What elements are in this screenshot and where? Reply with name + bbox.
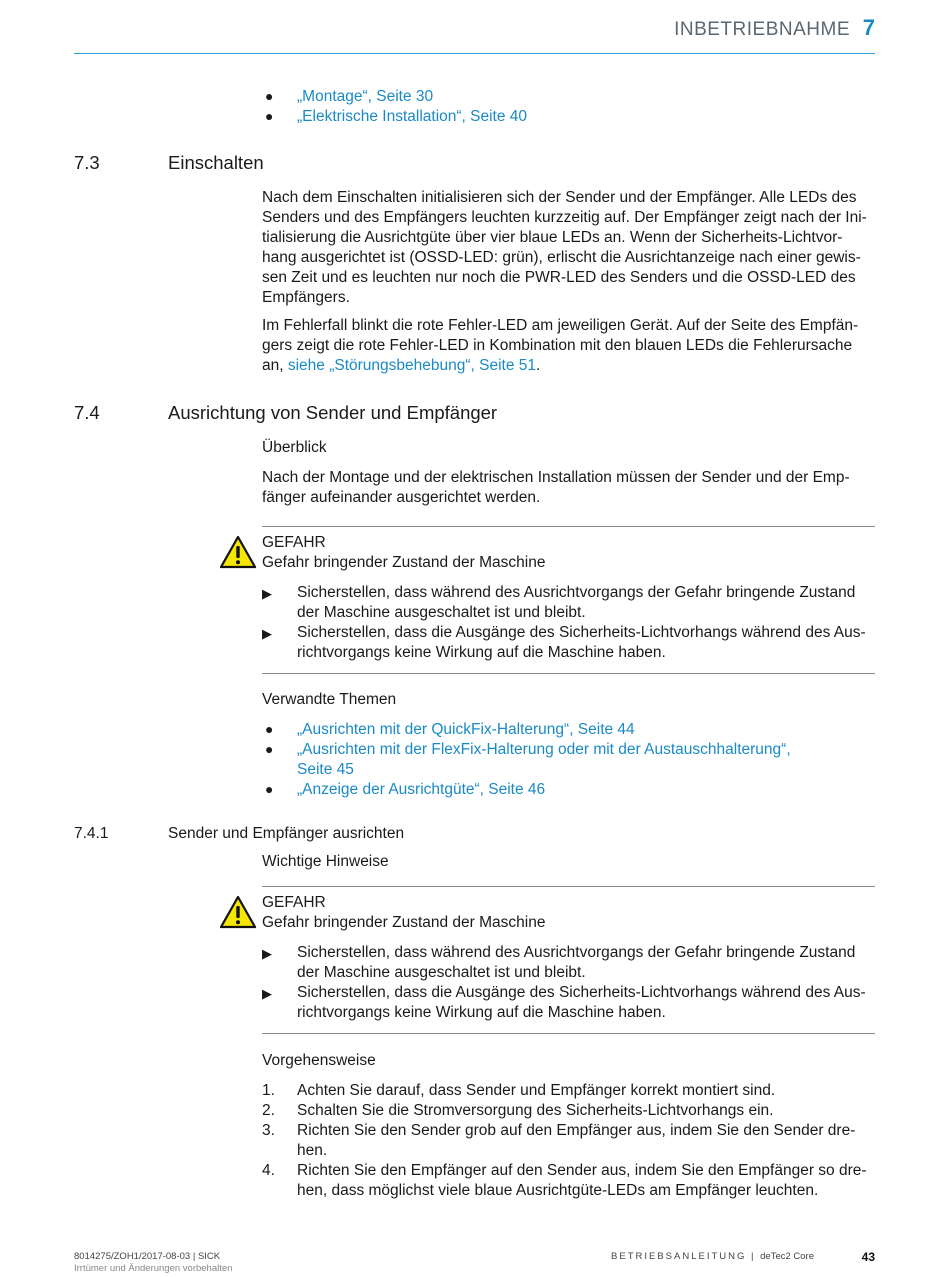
danger-label: GEFAHR: [262, 534, 326, 551]
section-title-ausrichtung: Ausrichtung von Sender und Empfänger: [168, 402, 498, 423]
bullet-dot-icon: ●: [265, 741, 274, 757]
section-title-einschalten: Einschalten: [168, 152, 264, 173]
bullet-dot-icon: ●: [265, 108, 274, 124]
danger-subtitle: Gefahr bringender Zustand der Maschine: [262, 914, 546, 931]
step-text: Schalten Sie die Stromversorgung des Sicherheits-Lichtvorhangs ein.: [297, 1102, 774, 1119]
step-text: Richten Sie den Sender grob auf den Empfänger aus, indem Sie den Sender dre- hen.: [297, 1122, 856, 1159]
danger-subtitle: Gefahr bringender Zustand der Maschine: [262, 554, 546, 571]
bullet-dot-icon: ●: [265, 721, 274, 737]
step-text: Achten Sie darauf, dass Sender und Empfänger korrekt montiert sind.: [297, 1082, 776, 1099]
section-title-sender-empfaenger: Sender und Empfänger ausrichten: [168, 825, 405, 842]
chapter-title: INBETRIEBNAHME: [674, 19, 850, 40]
danger-item: Sicherstellen, dass während des Ausrichtvorgangs der Gefahr bringende Zustand der Maschine ausgeschaltet ist und bleibt.: [297, 584, 856, 621]
section-number-7-4-1: 7.4.1: [74, 825, 109, 842]
link-ausrichtguete[interactable]: „Anzeige der Ausrichtgüte“, Seite 46: [297, 781, 546, 798]
section-number-7-3: 7.3: [74, 152, 100, 173]
danger-rule-top: [262, 886, 875, 887]
danger-item: Sicherstellen, dass die Ausgänge des Sicherheits-Lichtvorhangs während des Aus- richtvorgangs keine Wirkung auf die Maschine haben.: [297, 984, 866, 1021]
section-number-7-4: 7.4: [74, 402, 100, 423]
step-number: 3.: [262, 1122, 275, 1139]
footer-disclaimer: Irrtümer und Änderungen vorbehalten: [74, 1263, 233, 1274]
related-heading: Verwandte Themen: [262, 691, 397, 708]
page-number: 43: [861, 1250, 875, 1264]
link-stoerungsbehebung[interactable]: siehe „Störungsbehebung“, Seite 51: [287, 357, 537, 374]
bullet-dot-icon: ●: [265, 88, 274, 104]
step-number: 2.: [262, 1102, 275, 1119]
overview-text: Nach der Montage und der elektrischen Installation müssen der Sender und der Emp- fänger aufeinander ausgerichtet werden.: [262, 469, 850, 506]
procedure-heading: Vorgehensweise: [262, 1052, 376, 1069]
danger-rule-bottom: [262, 1033, 875, 1034]
paragraph-einschalten-1: Nach dem Einschalten initialisieren sich der Sender und der Empfänger. Alle LEDs des Senders und des Empfängers leuchten kurzzeitig auf. Der Empfänger zeigt nach der Ini- tialisierung die Ausrichtgüte über vier blaue LEDs an. Wenn der Sicherheits-Lichtvor- hang ausgerichtet ist (OSSD-LED: grün), erlischt die Ausrichtanzeige nach einer gewis- sen Zeit und es leuchten nur noch die PWR-LED des Senders und die OSSD-LED des Empfängers.: [262, 189, 867, 306]
danger-rule-bottom: [262, 673, 875, 674]
link-montage[interactable]: „Montage“, Seite 30: [297, 88, 434, 105]
arrow-right-icon: ▶: [262, 986, 272, 1001]
arrow-right-icon: ▶: [262, 946, 272, 961]
danger-item: Sicherstellen, dass die Ausgänge des Sicherheits-Lichtvorhangs während des Aus- richtvorgangs keine Wirkung auf die Maschine haben.: [297, 624, 866, 661]
step-number: 1.: [262, 1082, 275, 1099]
warning-triangle-icon: [219, 535, 257, 569]
chapter-number: 7: [862, 15, 875, 40]
bullet-dot-icon: ●: [265, 781, 274, 797]
danger-rule-top: [262, 526, 875, 527]
link-quickfix[interactable]: „Ausrichten mit der QuickFix-Halterung“, Seite 44: [297, 721, 635, 738]
header-rule: [74, 53, 875, 54]
link-elektrische-installation[interactable]: „Elektrische Installation“, Seite 40: [297, 108, 528, 125]
footer-manual: BETRIEBSANLEITUNG | deTec2 Core: [611, 1251, 814, 1262]
footer-manual-type: BETRIEBSANLEITUNG: [611, 1251, 747, 1262]
footer-doc-ref: 8014275/ZOH1/2017-08-03 | SICK: [74, 1251, 221, 1262]
overview-heading: Überblick: [262, 439, 327, 456]
paragraph-einschalten-2: Im Fehlerfall blinkt die rote Fehler-LED am jeweiligen Gerät. Auf der Seite des Empfän- gers zeigt die rote Fehler-LED in Kombination mit den blauen LEDs die Fehlerursache an, siehe „Störungsbehebung“, Seite 51.: [262, 317, 859, 374]
footer-doc-info: [74, 1251, 232, 1275]
link-flexfix[interactable]: „Ausrichten mit der FlexFix-Halterung oder mit der Austauschhalterung“, Seite 45: [297, 741, 791, 778]
danger-item: Sicherstellen, dass während des Ausrichtvorgangs der Gefahr bringende Zustand der Maschine ausgeschaltet ist und bleibt.: [297, 944, 856, 981]
warning-triangle-icon: [219, 895, 257, 929]
footer-product: deTec2 Core: [760, 1251, 814, 1262]
arrow-right-icon: ▶: [262, 586, 272, 601]
notes-heading: Wichtige Hinweise: [262, 853, 389, 870]
arrow-right-icon: ▶: [262, 626, 272, 641]
step-text: Richten Sie den Empfänger auf den Sender aus, indem Sie den Empfänger so dre- hen, dass möglichst viele blaue Ausrichtgüte-LEDs am Empfänger leuchten.: [297, 1162, 867, 1199]
danger-label: GEFAHR: [262, 894, 326, 911]
step-number: 4.: [262, 1162, 275, 1179]
